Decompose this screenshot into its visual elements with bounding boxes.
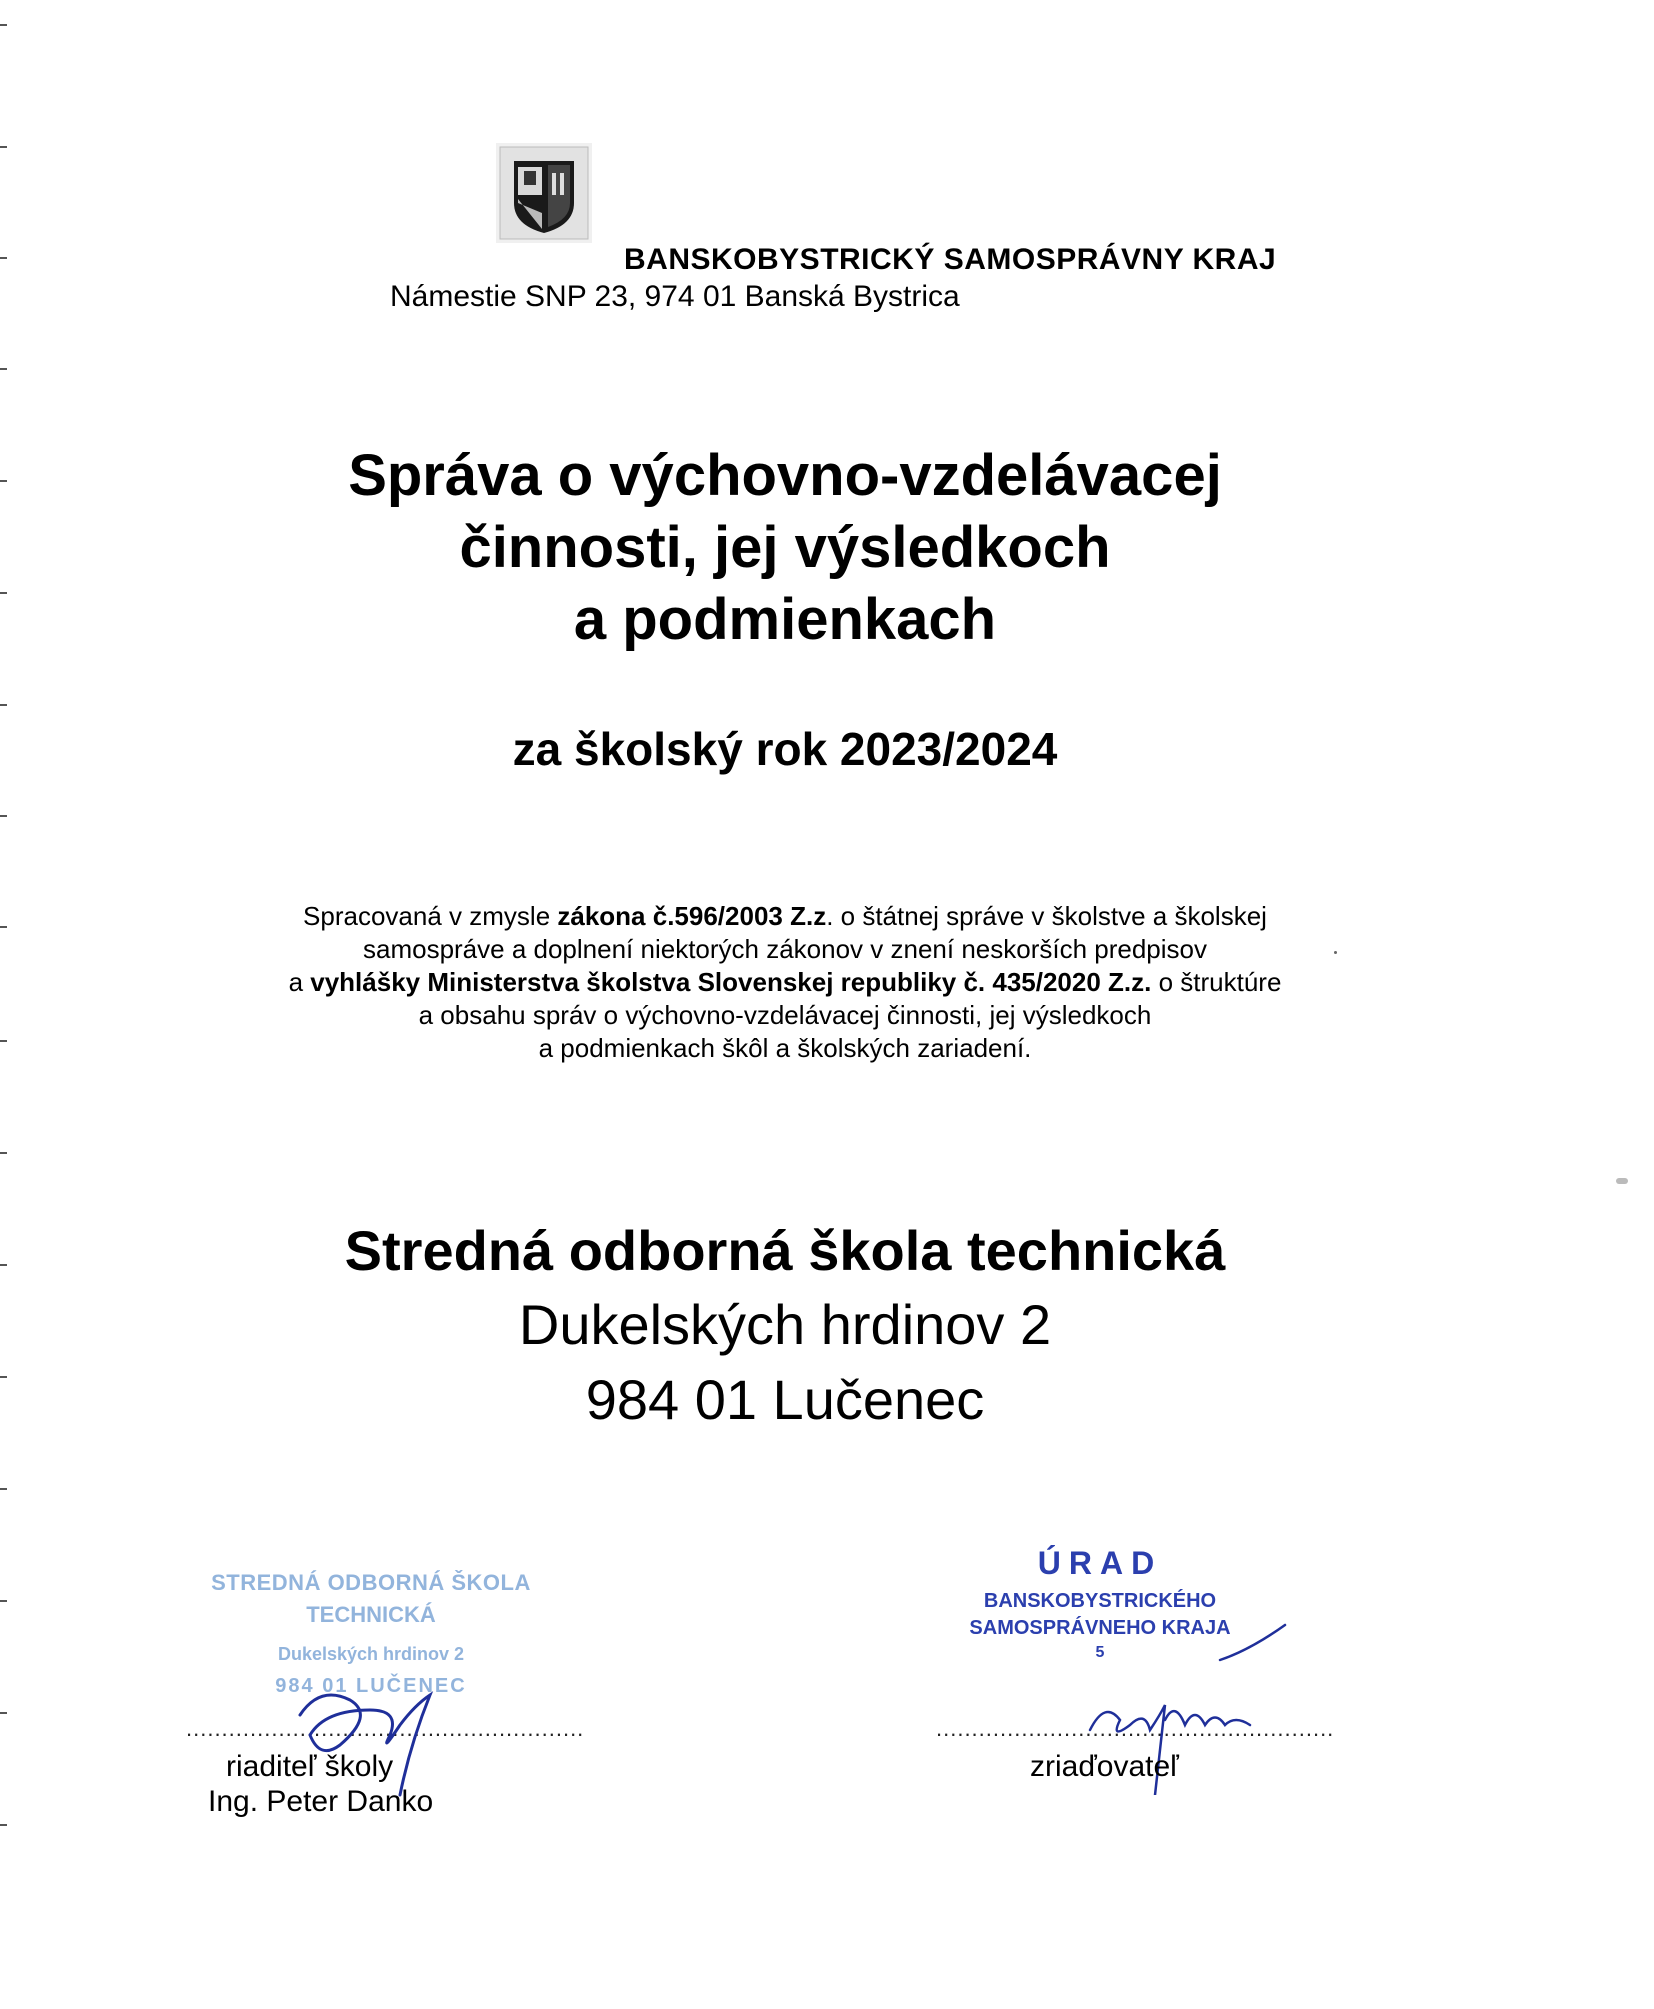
legal-line xyxy=(0,900,1570,933)
coat-of-arms-icon xyxy=(496,143,592,243)
decree-reference: vyhlášky Ministerstva školstva Slovenskej republiky č. 435/2020 Z.z. xyxy=(310,967,1152,997)
signature-line-director: ........................................................ xyxy=(186,1716,585,1741)
scan-edge-mark xyxy=(0,1600,7,1602)
scan-speck xyxy=(1334,951,1337,954)
document-title xyxy=(0,440,1570,656)
scan-edge-mark xyxy=(0,146,7,148)
scan-edge-mark xyxy=(0,368,7,370)
scan-edge-mark xyxy=(0,1488,7,1490)
scan-edge-mark xyxy=(0,24,7,26)
stamp-line: SAMOSPRÁVNEHO KRAJA xyxy=(969,1617,1231,1639)
legal-text: Spracovaná v zmysle xyxy=(303,901,558,931)
scan-edge-mark xyxy=(0,1712,7,1714)
legal-line xyxy=(0,966,1570,999)
stamp-line: BANSKOBYSTRICKÉHO xyxy=(983,1590,1217,1612)
legal-basis-paragraph xyxy=(0,900,1570,1065)
authority-address: Námestie SNP 23, 974 01 Banská Bystrica xyxy=(390,280,960,313)
scan-edge-mark xyxy=(0,1824,7,1826)
title-line: Správa o výchovno-vzdelávacej xyxy=(348,443,1222,508)
title-line: činnosti, jej výsledkoch xyxy=(459,515,1111,580)
authority-office-stamp xyxy=(900,1545,1300,1662)
law-reference: zákona č.596/2003 Z.z xyxy=(557,901,827,931)
stamp-line: 984 01 LUČENEC xyxy=(275,1675,467,1697)
school-street: Dukelských hrdinov 2 xyxy=(518,1293,1052,1356)
scan-edge-mark xyxy=(0,257,7,259)
school-city: 984 01 Lučenec xyxy=(585,1368,985,1431)
scan-edge-mark xyxy=(0,704,7,706)
director-name: Ing. Peter Danko xyxy=(208,1785,434,1818)
school-year: za školský rok 2023/2024 xyxy=(512,723,1058,775)
legal-text: a xyxy=(288,967,311,997)
stamp-line: TECHNICKÁ xyxy=(306,1602,436,1627)
founder-role-label: zriaďovateľ xyxy=(1030,1750,1179,1783)
school-name: Stredná odborná škola technická xyxy=(344,1219,1226,1282)
scan-speck xyxy=(1616,1178,1628,1184)
title-line: a podmienkach xyxy=(573,587,997,652)
legal-line: a obsahu správ o výchovno-vzdelávacej činnosti, jej výsledkoch xyxy=(418,1000,1152,1030)
authority-name: BANSKOBYSTRICKÝ SAMOSPRÁVNY KRAJ xyxy=(624,243,1277,276)
legal-text: . o štátnej správe v školstve a školskej xyxy=(826,901,1267,931)
stamp-line: STREDNÁ ODBORNÁ ŠKOLA xyxy=(211,1570,531,1595)
signature-line-founder: ........................................................ xyxy=(936,1716,1335,1741)
director-role-label: riaditeľ školy xyxy=(226,1750,394,1783)
scan-edge-mark xyxy=(0,815,7,817)
legal-line: a podmienkach škôl a školských zariadení. xyxy=(538,1033,1032,1063)
stamp-line: ÚRAD xyxy=(1037,1545,1163,1581)
stamp-line: 5 xyxy=(1095,1644,1105,1661)
stamp-line: Dukelských hrdinov 2 xyxy=(277,1644,465,1664)
legal-text: o štruktúre xyxy=(1151,967,1282,997)
legal-line: samospráve a doplnení niektorých zákonov v znení neskorších predpisov xyxy=(362,934,1208,964)
scan-edge-mark xyxy=(0,1152,7,1154)
school-stamp xyxy=(196,1570,546,1698)
